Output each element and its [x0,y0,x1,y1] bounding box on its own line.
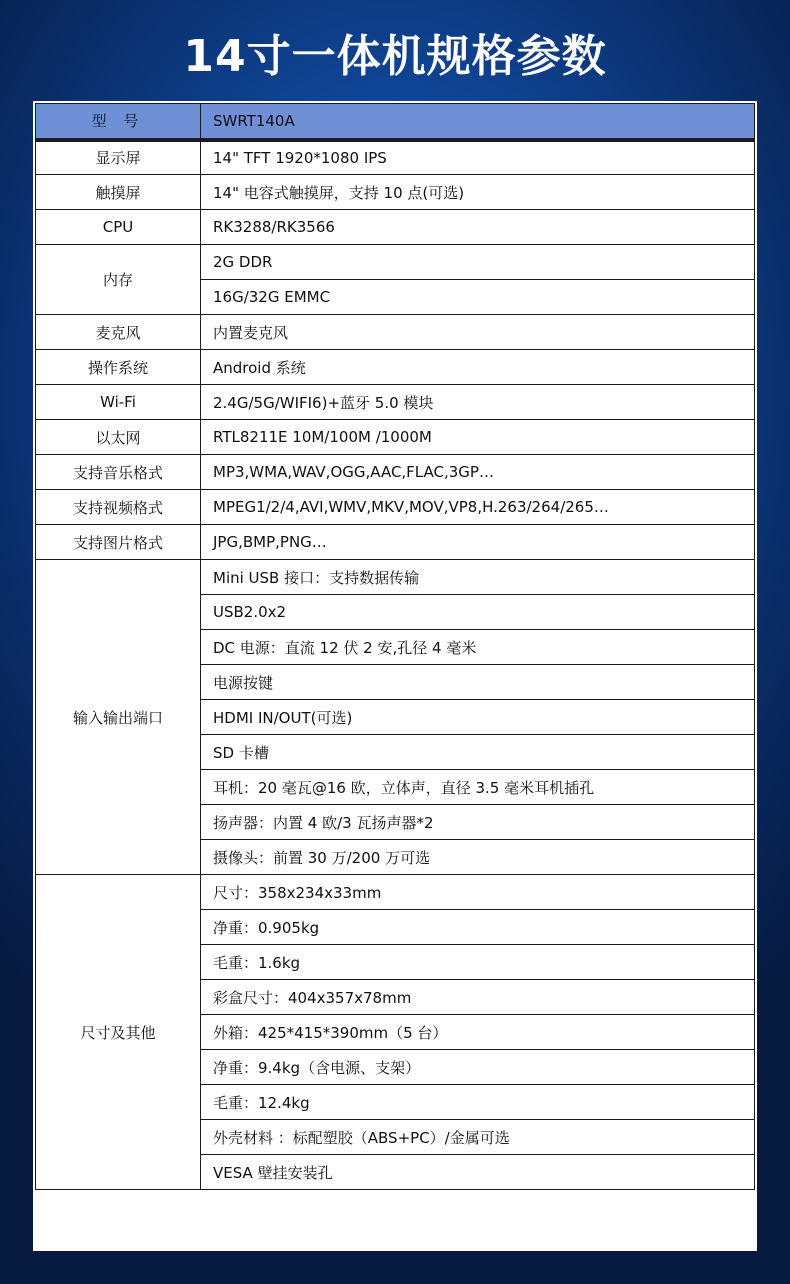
table-row [36,315,755,350]
spec-value: 外箱：425*415*390mm（5 台） [201,1015,755,1050]
spec-value: 彩盒尺寸：404x357x78mm [201,980,755,1015]
table-row [36,560,755,595]
table-row [36,490,755,525]
page-title: 14寸一体机规格参数 [183,31,607,82]
spec-label: 麦克风 [36,315,201,350]
spec-value: 14" 电容式触摸屏，支持 10 点(可选) [201,175,755,210]
spec-label: Wi-Fi [36,385,201,420]
table-row [36,245,755,280]
spec-value: HDMI IN/OUT(可选) [201,700,755,735]
spec-value: 扬声器：内置 4 欧/3 瓦扬声器*2 [201,805,755,840]
spec-value: 尺寸：358x234x33mm [201,875,755,910]
spec-label: 输入输出端口 [36,560,201,875]
spec-value: 摄像头：前置 30 万/200 万可选 [201,840,755,875]
spec-label: CPU [36,210,201,245]
spec-value: MP3,WMA,WAV,OGG,AAC,FLAC,3GP… [201,455,755,490]
spec-value: 净重：9.4kg（含电源、支架） [201,1050,755,1085]
spec-value: JPG,BMP,PNG… [201,525,755,560]
spec-label: 支持图片格式 [36,525,201,560]
spec-value: RTL8211E 10M/100M /1000M [201,420,755,455]
table-header-row [36,104,755,140]
spec-label: 显示屏 [36,140,201,175]
spec-value: USB2.0x2 [201,595,755,630]
table-row [36,525,755,560]
spec-value: 毛重：12.4kg [201,1085,755,1120]
table-row [36,140,755,175]
spec-label: 以太网 [36,420,201,455]
header-label: 型 号 [36,104,201,140]
spec-table [35,103,755,1190]
spec-value: 2G DDR [201,245,755,280]
table-row [36,875,755,910]
table-row [36,385,755,420]
spec-label: 内存 [36,245,201,315]
table-row [36,420,755,455]
spec-label: 触摸屏 [36,175,201,210]
spec-value: DC 电源：直流 12 伏 2 安,孔径 4 毫米 [201,630,755,665]
spec-value: Mini USB 接口：支持数据传输 [201,560,755,595]
spec-value: 内置麦克风 [201,315,755,350]
spec-value: 14" TFT 1920*1080 IPS [201,140,755,175]
table-row [36,210,755,245]
spec-value: 净重：0.905kg [201,910,755,945]
spec-value: 16G/32G EMMC [201,280,755,315]
spec-value: 毛重：1.6kg [201,945,755,980]
spec-value: RK3288/RK3566 [201,210,755,245]
spec-label: 支持视频格式 [36,490,201,525]
table-row [36,455,755,490]
table-row [36,175,755,210]
spec-value: 电源按键 [201,665,755,700]
table-row [36,350,755,385]
spec-label: 操作系统 [36,350,201,385]
spec-label: 支持音乐格式 [36,455,201,490]
spec-value: Android 系统 [201,350,755,385]
spec-value: VESA 壁挂安装孔 [201,1155,755,1190]
spec-value: MPEG1/2/4,AVI,WMV,MKV,MOV,VP8,H.263/264/265… [201,490,755,525]
spec-value: SD 卡槽 [201,735,755,770]
spec-value: 2.4G/5G/WIFI6)+蓝牙 5.0 模块 [201,385,755,420]
spec-value: 耳机：20 毫瓦@16 欧，立体声，直径 3.5 毫米耳机插孔 [201,770,755,805]
spec-label: 尺寸及其他 [36,875,201,1190]
spec-sheet [33,101,757,1251]
spec-value: 外壳材料 ：标配塑胶（ABS+PC）/金属可选 [201,1120,755,1155]
header-value: SWRT140A [201,104,755,140]
